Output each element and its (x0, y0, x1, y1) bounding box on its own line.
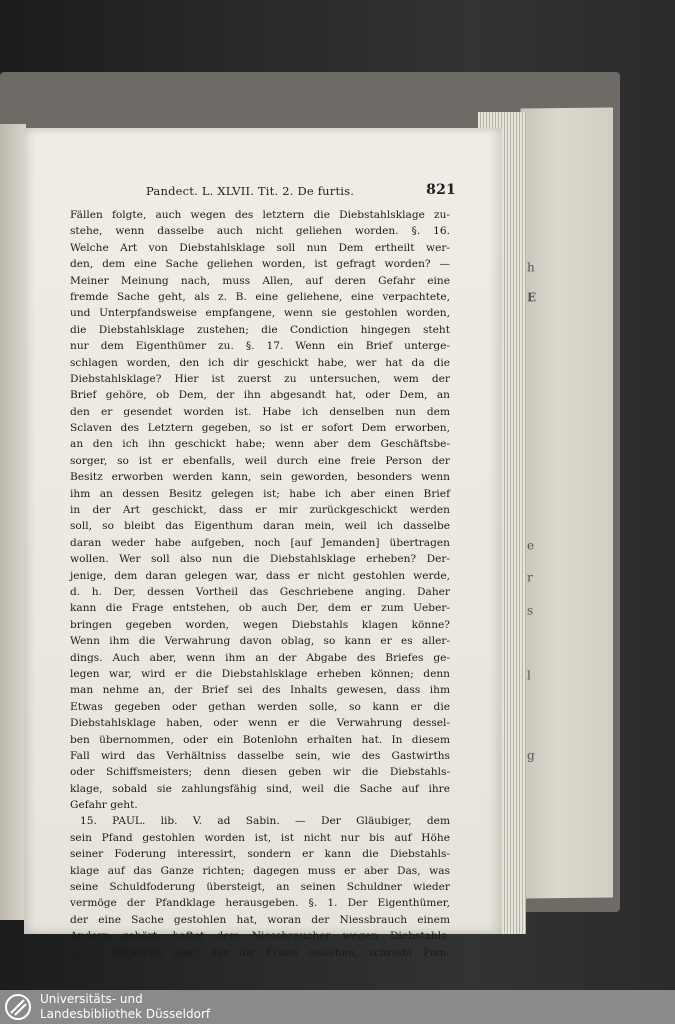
text-line: soll, so bleibt das Eigenthum daran mein, weil ich dasselbe (70, 520, 450, 533)
running-head-title: Pandect. L. XLVII. Tit. 2. De furtis. (146, 184, 355, 198)
text-line: jenige, dem daran gelegen war, dass er nicht gestohlen werde, (70, 569, 450, 582)
text-line: schlagen worden, den ich dir geschickt habe, wer hat da die (70, 356, 450, 369)
text-line: seine Schuldfoderung übersteigt, an seinen Schuldner wieder (70, 881, 450, 894)
text-line: Diebstahlsklage haben, oder wenn er die Verwahrung dessel- (70, 717, 450, 730)
ulb-logo-icon (4, 993, 32, 1021)
running-head (146, 182, 456, 202)
text-line: fremde Sache geht, als z. B. eine geliehene, eine verpachtete, (70, 290, 450, 303)
text-line: legen war, wird er die Diebstahlsklage erheben können; denn (70, 667, 450, 680)
text-line: seiner Foderung interessirt, sondern er kann die Diebstahls- (70, 848, 450, 861)
text-line: Fall wird das Verhältniss dasselbe sein, wie des Gastwirths (70, 749, 450, 762)
text-line: Welche Art von Diebstahlsklage soll nun Dem ertheilt wer- (70, 241, 450, 254)
right-page-fragment: h (527, 260, 535, 275)
text-line: Andern gehört, haftet dem Niessbraucher wegen Diebstahls. (70, 930, 450, 943)
text-line: Fällen folgte, auch wegen des letztern die Diebstahlsklage zu- (70, 209, 450, 221)
text-line: 15. PAUL. lib. V. ad Sabin. — Der Gläubiger, dem (80, 815, 450, 828)
text-line: und Unterpfandsweise empfangene, wenn sie gestohlen worden, (70, 307, 450, 320)
text-line: dings. Auch aber, wenn ihm an der Abgabe des Briefes ge- (70, 651, 450, 664)
text-line: den er gesendet worden ist. Habe ich denselben nun dem (70, 405, 450, 418)
right-page-fragment: g (527, 748, 535, 763)
page-number: 821 (426, 182, 456, 198)
text-line: Besitz erworben werden kann, sein geworden, besonders wenn (70, 471, 450, 484)
text-line: Wenn ihm die Verwahrung davon oblag, so kann er es aller- (70, 635, 450, 648)
text-line: Brief gehöre, ob Dem, der ihn abgesandt hat, oder Dem, an (70, 389, 450, 402)
right-page-fragment: l (527, 668, 531, 683)
right-page-fragment: E (527, 290, 537, 305)
book-page (24, 128, 502, 959)
right-page-fragment: r (527, 570, 533, 585)
footer-line-1: Universitäts- und (40, 992, 143, 1006)
body-text (70, 207, 450, 961)
text-line: daran weder habe aufgeben, noch [auf Jemanden] übertragen (70, 536, 450, 549)
text-line: kann die Frage entstehen, ob auch Der, dem er zum Ueber- (70, 602, 450, 615)
text-line: klage, sobald sie zahlungsfähig sind, weil die Sache auf ihre (70, 782, 450, 795)
text-line: klage auf das Ganze richten; dagegen muss er aber Das, was (70, 864, 450, 877)
text-line: Gefahr geht. (70, 799, 138, 812)
text-line: ben übernommen, oder ein Botenlohn erhalten hat. In diesem (70, 733, 450, 746)
text-line: wollen. Wer soll also nun die Diebstahlsklage erheben? Der- (70, 553, 450, 566)
text-line: sorger, so ist er ebenfalls, weil durch eine freie Person der (70, 454, 450, 467)
text-line: Meiner Meinung nach, muss Allen, auf deren Gefahr eine (70, 274, 450, 287)
text-line: vermöge der Pfandklage herausgeben. §. 1. Der Eigenthümer, (70, 897, 450, 910)
footer-line-2: Landesbibliothek Düsseldorf (40, 1007, 211, 1021)
text-line: oder Schiffsmeisters; denn diesen geben wir die Diebstahls- (70, 766, 450, 779)
text-line: Etwas gegeben oder gethan werden solle, so kann er die (70, 700, 450, 713)
text-line: Sclaven des Letztern gegeben, so ist er sofort Dem erworben, (70, 422, 450, 435)
library-footer (0, 990, 675, 1024)
text-line: der eine Sache gestohlen hat, woran der Niessbrauch einem (70, 913, 450, 926)
text-line: stehe, wenn dasselbe auch nicht geliehen worden. §. 16. (70, 225, 450, 238)
text-line: an den ich ihn geschickt habe; wenn aber dem Geschäftsbe- (70, 438, 450, 451)
text-line: d. h. Der, dessen Vortheil das Geschriebene anging. Daher (70, 585, 450, 598)
text-line: Diebstahlsklage? Hier ist zuerst zu untersuchen, wem der (70, 372, 450, 385)
text-line: die Diebstahlsklage zustehen; die Condiction hingegen steht (70, 323, 450, 336)
left-page-sliver (0, 124, 26, 920)
text-line: ihm an dessen Besitz gelegen ist; habe ich aber einen Brief (70, 487, 450, 500)
text-line: man nehme an, der Brief sei des Inhalts gewesen, dass ihm (70, 684, 450, 697)
text-line: §. 2. Derjenige aber, der dir Etwas geliehen, schreibt Pom- (70, 946, 450, 959)
right-page-fragment: s (527, 603, 534, 618)
text-line: sein Pfand gestohlen worden ist, ist nicht nur bis auf Höhe (70, 831, 450, 844)
text-line: nur dem Eigenthümer zu. §. 17. Wenn ein Brief unterge- (70, 340, 450, 353)
text-line: bringen gegeben worden, wegen Diebstahls klagen könne? (70, 618, 450, 631)
text-line: den, dem eine Sache geliehen worden, ist gefragt worden? — (70, 258, 450, 271)
text-line: in der Art geschickt, dass er mir zurückgeschickt werden (70, 504, 450, 517)
right-page-fragment: e (527, 538, 535, 553)
right-page-block (520, 108, 613, 899)
